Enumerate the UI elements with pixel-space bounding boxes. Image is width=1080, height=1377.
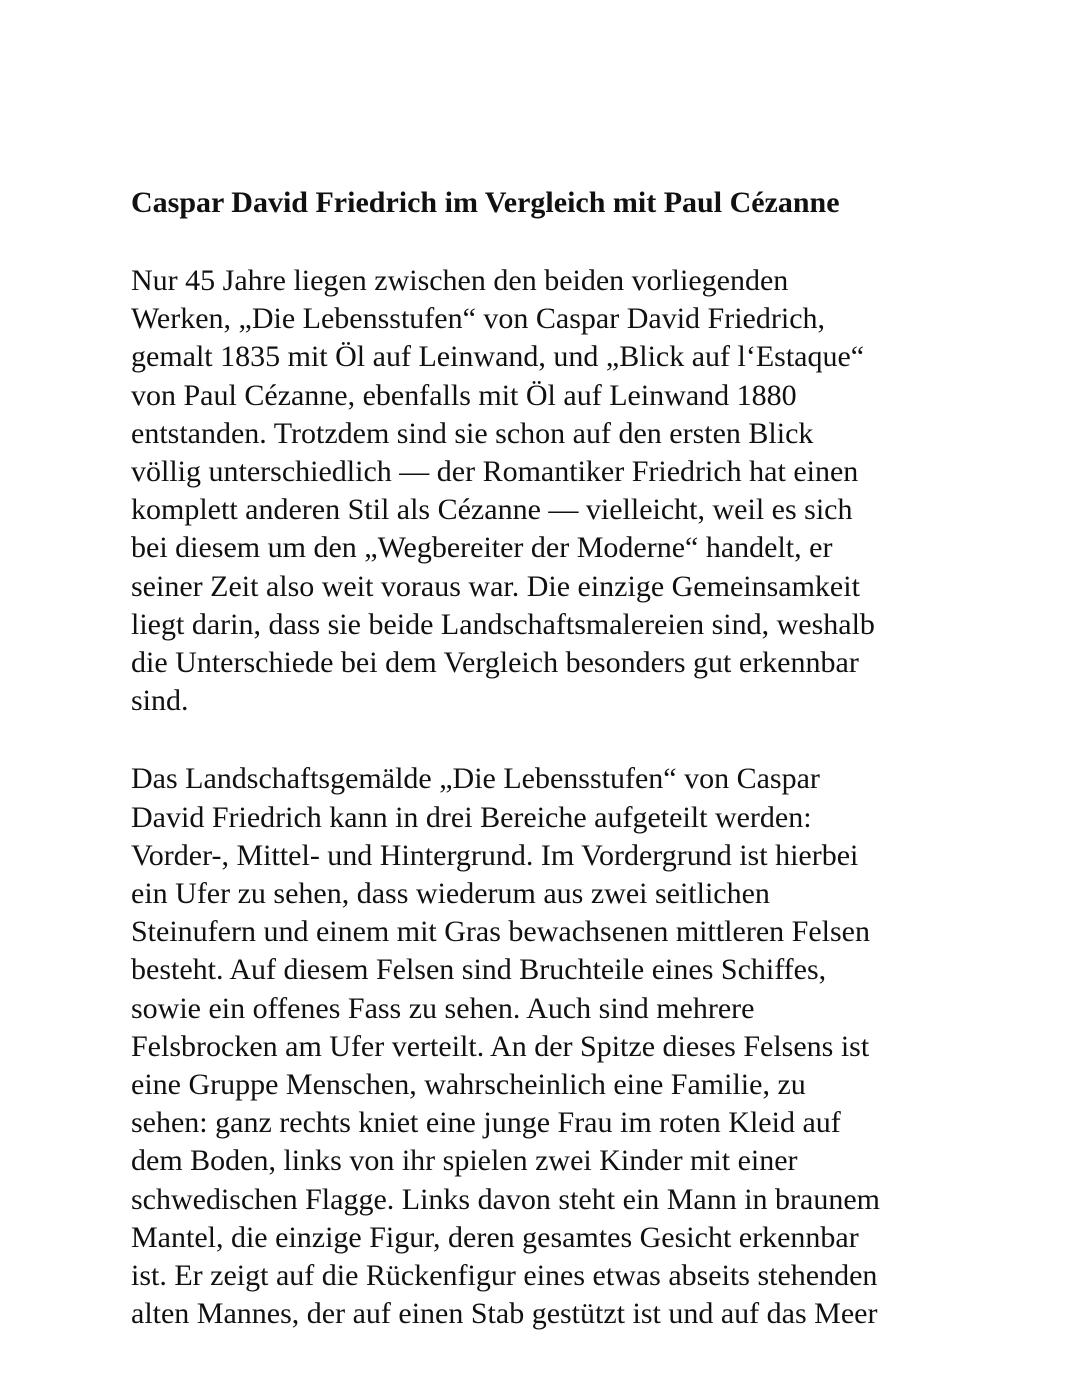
paragraph-intro [131, 262, 1011, 720]
text-line: alten Mannes, der auf einen Stab gestützt ist und auf das Meer [131, 1297, 878, 1331]
text-line: Mantel, die einzige Figur, deren gesamtes Gesicht erkennbar [131, 1220, 859, 1254]
text-line: dem Boden, links von ihr spielen zwei Kinder mit einer [131, 1144, 798, 1178]
text-line: entstanden. Trotzdem sind sie schon auf den ersten Blick [131, 416, 814, 450]
text-line: eine Gruppe Menschen, wahrscheinlich eine Familie, zu [131, 1068, 806, 1102]
text-line: liegt darin, dass sie beide Landschaftsmalereien sind, weshalb [131, 607, 875, 641]
text-line: Steinufern und einem mit Gras bewachsenen mittleren Felsen [131, 915, 870, 949]
text-line: Nur 45 Jahre liegen zwischen den beiden vorliegenden [131, 264, 789, 297]
text-line: ein Ufer zu sehen, dass wiederum aus zwei seitlichen [131, 877, 770, 911]
text-line: seiner Zeit also weit voraus war. Die einzige Gemeinsamkeit [131, 569, 860, 603]
text-line: besteht. Auf diesem Felsen sind Bruchteile eines Schiffes, [131, 953, 827, 987]
document-page [131, 184, 1011, 1333]
text-line: völlig unterschiedlich — der Romantiker Friedrich hat einen [131, 455, 859, 489]
text-line: gemalt 1835 mit Öl auf Leinwand, und „Blick auf l‘Estaque“ [131, 340, 865, 374]
spacer [131, 222, 1011, 262]
text-line: Felsbrocken am Ufer verteilt. An der Spitze dieses Felsens ist [131, 1029, 870, 1063]
spacer [131, 720, 1011, 760]
text-line: schwedischen Flagge. Links davon steht ein Mann in braunem [131, 1182, 881, 1216]
text-line: Werken, „Die Lebensstufen“ von Caspar David Friedrich, [131, 302, 826, 336]
text-line: David Friedrich kann in drei Bereiche aufgeteilt werden: [131, 800, 812, 834]
text-line: sehen: ganz rechts kniet eine junge Frau im roten Kleid auf [131, 1106, 841, 1140]
paragraph-description [131, 760, 1011, 1333]
text-line: die Unterschiede bei dem Vergleich besonders gut erkennbar [131, 646, 859, 680]
text-line: ist. Er zeigt auf die Rückenfigur eines etwas abseits stehenden [131, 1259, 878, 1293]
text-line: sowie ein offenes Fass zu sehen. Auch sind mehrere [131, 991, 755, 1025]
text-line: komplett anderen Stil als Cézanne — vielleicht, weil es sich [131, 493, 853, 527]
text-line: von Paul Cézanne, ebenfalls mit Öl auf Leinwand 1880 [131, 378, 797, 412]
text-line: Das Landschaftsgemälde „Die Lebensstufen“ von Caspar [131, 762, 820, 796]
text-line: Vorder-, Mittel- und Hintergrund. Im Vordergrund ist hierbei [131, 838, 859, 872]
text-line: bei diesem um den „Wegbereiter der Moderne“ handelt, er [131, 531, 833, 565]
document-title: Caspar David Friedrich im Vergleich mit Paul Cézanne [131, 186, 840, 219]
text-line: sind. [131, 684, 189, 718]
